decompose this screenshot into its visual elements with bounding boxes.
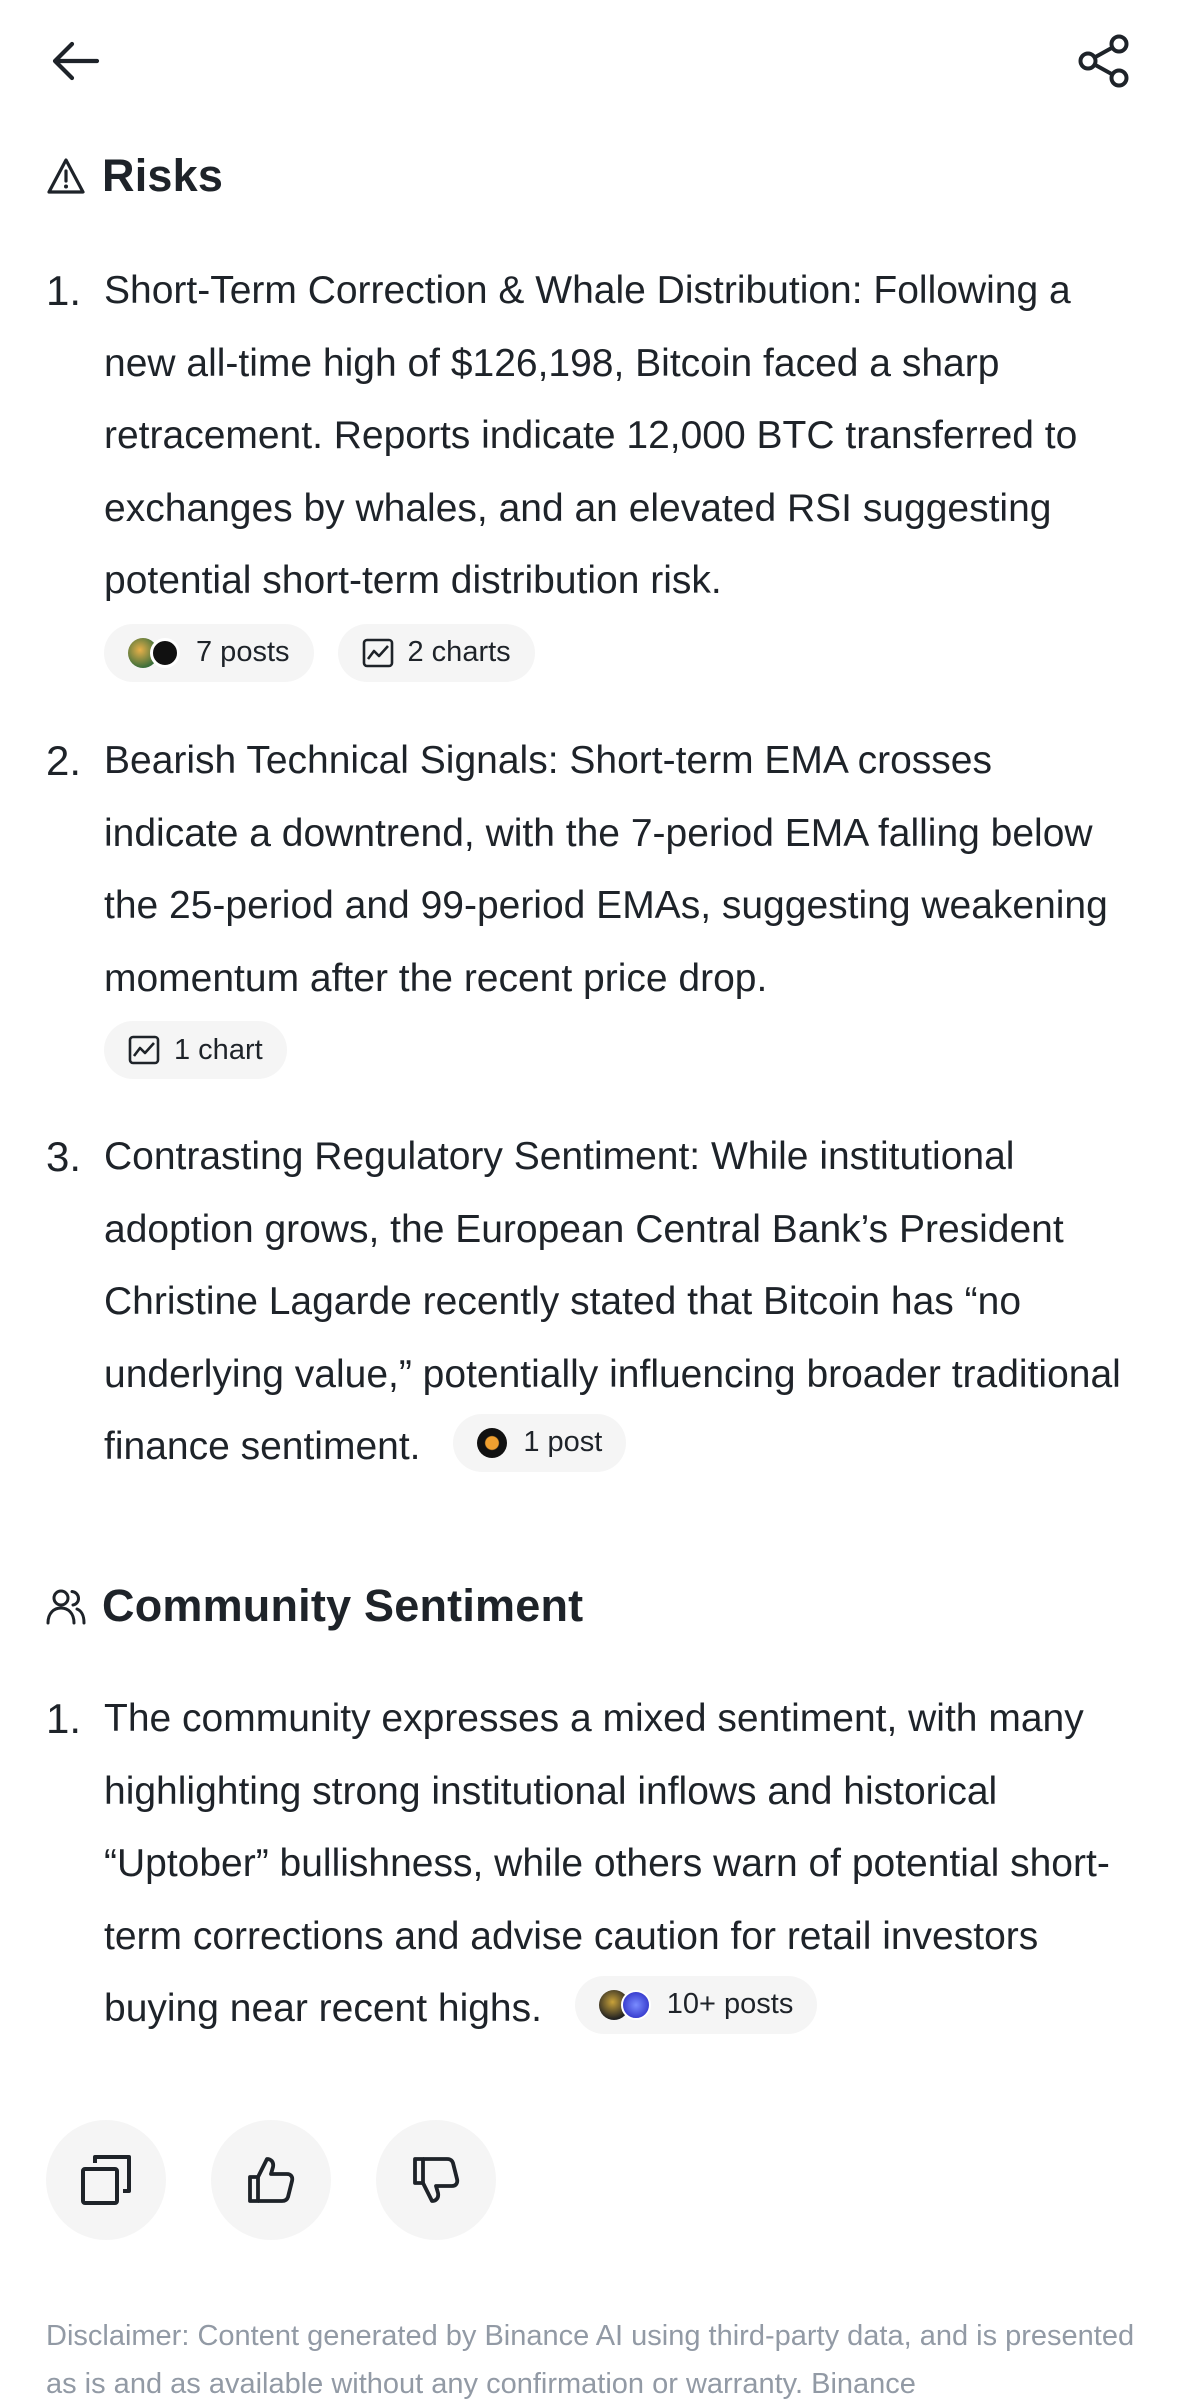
posts-chip-label: 1 post bbox=[523, 1426, 603, 1459]
community-section-header bbox=[46, 1580, 583, 1632]
chart-line-icon bbox=[362, 638, 394, 668]
arrow-left-icon bbox=[50, 41, 100, 81]
avatar-stack bbox=[128, 638, 180, 668]
item-number: 3. bbox=[46, 1133, 82, 1180]
thumbs-down-icon bbox=[411, 2155, 461, 2205]
back-button[interactable] bbox=[44, 30, 106, 92]
risk-text: Contrasting Regulatory Sentiment: While institutional adoption grows, the European Central Bank’s President Christine Lagarde recently stated that Bitcoin has “no underlying value,” potentially influencing broader traditional finance sentiment. bbox=[104, 1135, 1121, 1468]
users-icon bbox=[46, 1586, 86, 1626]
top-bar bbox=[0, 0, 1179, 130]
charts-chip[interactable] bbox=[104, 1021, 287, 1079]
posts-chip-label: 10+ posts bbox=[666, 1988, 794, 2021]
dislike-button[interactable] bbox=[376, 2120, 496, 2240]
copy-icon bbox=[80, 2154, 132, 2206]
posts-chip[interactable] bbox=[104, 624, 314, 682]
item-number: 2. bbox=[46, 737, 82, 784]
community-item-1 bbox=[46, 1683, 1136, 2046]
avatar bbox=[477, 1428, 507, 1458]
posts-chip[interactable] bbox=[575, 1976, 818, 2034]
posts-chip-label: 7 posts bbox=[196, 636, 290, 669]
avatar bbox=[150, 638, 180, 668]
share-button[interactable] bbox=[1073, 30, 1135, 92]
risk-text: Bearish Technical Signals: Short-term EMA crosses indicate a downtrend, with the 7-period EMA falling below the 25-period and 99-period EMAs, suggesting weakening momentum after the recent price drop. bbox=[104, 739, 1108, 1000]
risks-section-header bbox=[46, 150, 223, 202]
charts-chip-label: 1 chart bbox=[174, 1033, 263, 1066]
community-title: Community Sentiment bbox=[102, 1580, 584, 1631]
thumbs-up-icon bbox=[246, 2155, 296, 2205]
risk-text: Short-Term Correction & Whale Distribution: Following a new all-time high of $126,198, Bitcoin faced a sharp retracement. Reports indicate 12,000 BTC transferred to exchanges by whales, and an elevated RSI suggesting potential short-term distribution risk. bbox=[104, 269, 1078, 602]
chart-line-icon bbox=[128, 1035, 160, 1065]
share-icon bbox=[1077, 34, 1131, 88]
community-text: The community expresses a mixed sentiment, with many highlighting strong institutional inflows and historical “Uptober” bullishness, while others warn of potential short-term corrections and advise caution for retail investors buying near recent highs. bbox=[104, 1697, 1110, 2030]
item-number: 1. bbox=[46, 267, 82, 314]
risks-title: Risks bbox=[102, 150, 224, 201]
risk-item-1 bbox=[46, 255, 1136, 682]
avatar bbox=[621, 1990, 651, 2020]
risk-item-3 bbox=[46, 1121, 1136, 1484]
copy-button[interactable] bbox=[46, 2120, 166, 2240]
item-number: 1. bbox=[46, 1695, 82, 1742]
feedback-actions bbox=[46, 2120, 496, 2240]
charts-chip[interactable] bbox=[338, 624, 535, 682]
charts-chip-label: 2 charts bbox=[407, 636, 511, 669]
risk-item-2 bbox=[46, 725, 1136, 1079]
avatar-stack bbox=[477, 1428, 507, 1458]
warning-triangle-icon bbox=[46, 156, 86, 196]
avatar-stack bbox=[599, 1990, 651, 2020]
disclaimer-text: Disclaimer: Content generated by Binance AI using third-party data, and is presented as is and as available without any confirmation or warranty. Binance bbox=[46, 2320, 1135, 2400]
like-button[interactable] bbox=[211, 2120, 331, 2240]
posts-chip[interactable] bbox=[453, 1414, 626, 1472]
